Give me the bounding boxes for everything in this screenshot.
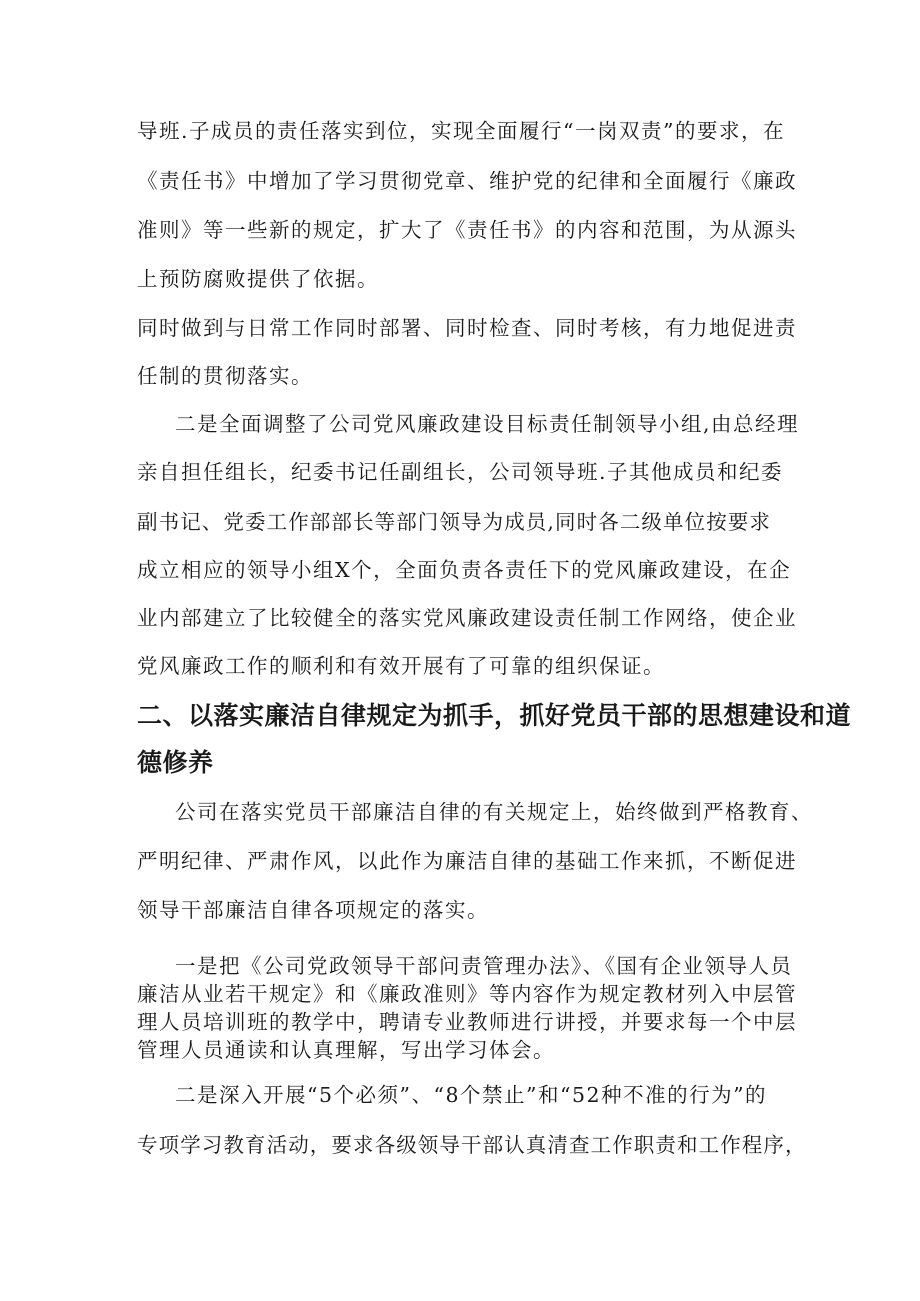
text-line: 副书记、党委工作部部长等部门领导为成员,同时各二级单位按要求 <box>137 510 772 534</box>
text-line: 专项学习教育活动，要求各级领导干部认真清查工作职责和工作程序， <box>137 1133 807 1157</box>
text-line: 管理人员通读和认真理解，写出学习体会。 <box>137 1038 555 1062</box>
text-line: 同时做到与日常工作同时部署、同时检查、同时考核，有力地促进责 <box>137 316 797 340</box>
heading-line: 德修养 <box>137 748 214 777</box>
text-line: 上预防腐败提供了依据。 <box>137 267 379 291</box>
text-line: 成立相应的领导小组X个，全面负责各责任下的党风廉政建设，在企 <box>137 558 792 582</box>
heading-line: 二、以落实廉洁自律规定为抓手，抓好党员干部的思想建设和道 <box>137 701 852 730</box>
text-line: 一是把《公司党政领导干部问责管理办法》、《国有企业领导人员 <box>175 954 793 978</box>
text-line: 廉洁从业若干规定》和《廉政准则》等内容作为规定教材列入中层管 <box>137 982 797 1006</box>
text-line: 任制的贯彻落实。 <box>137 364 313 388</box>
text-line: 二是全面调整了公司党风廉政建设目标责任制领导小组,由总经理 <box>175 412 800 436</box>
text-line: 导班.子成员的责任落实到位，实现全面履行“一岗双责”的要求，在 <box>137 119 785 143</box>
text-line: 严明纪律、严肃作风，以此作为廉洁自律的基础工作来抓，不断促进 <box>137 849 797 873</box>
text-line: 理人员培训班的教学中，聘请专业教师进行讲授，并要求每一个中层 <box>137 1010 797 1034</box>
text-line: 二是深入开展“5个必须”、“8个禁止”和“52种不准的行为”的 <box>175 1083 768 1107</box>
text-line: 领导干部廉洁自律各项规定的落实。 <box>137 898 489 922</box>
text-line: 公司在落实党员干部廉洁自律的有关规定上，始终做到严格教育、 <box>175 800 813 824</box>
text-line: 《责任书》中增加了学习贯彻党章、维护党的纪律和全面履行《廉政 <box>137 169 797 193</box>
text-line: 准则》等一些新的规定，扩大了《责任书》的内容和范围，为从源头 <box>137 218 797 242</box>
text-line: 亲自担任组长，纪委书记任副组长，公司领导班.子其他成员和纪委 <box>137 460 784 484</box>
text-line: 业内部建立了比较健全的落实党风廉政建设责任制工作网络，使企业 <box>137 606 797 630</box>
text-line: 党风廉政工作的顺利和有效开展有了可靠的组织保证。 <box>137 654 665 678</box>
